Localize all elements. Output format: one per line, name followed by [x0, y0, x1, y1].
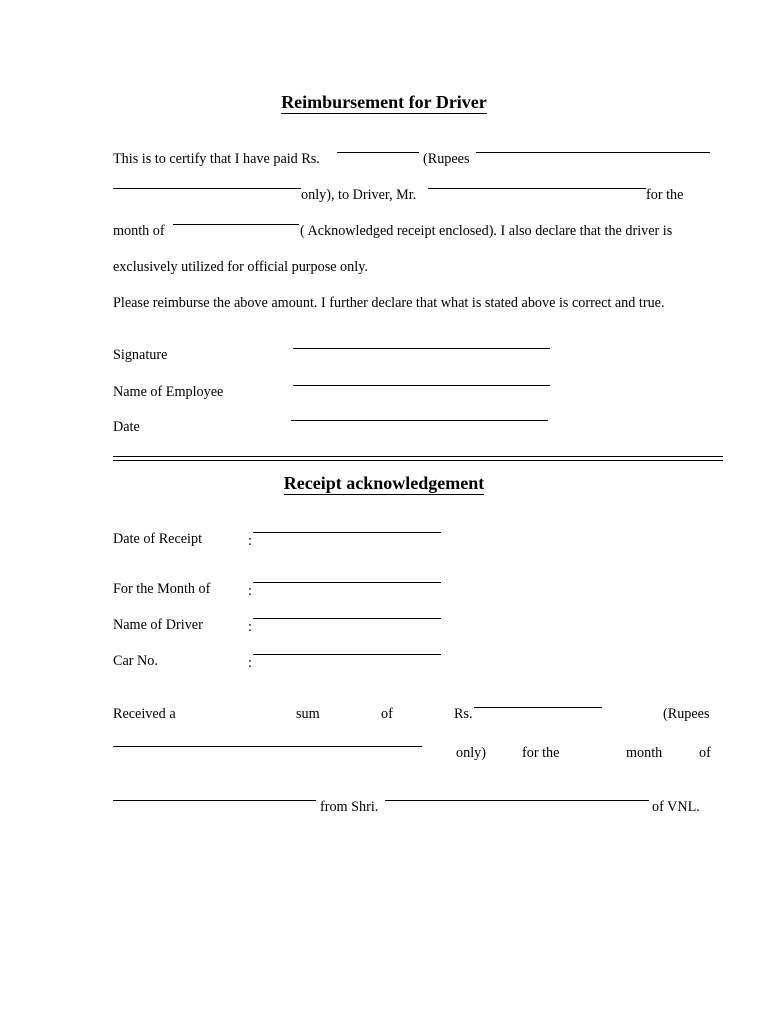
- of-text: of: [699, 745, 711, 761]
- amount-words-field-cont[interactable]: [113, 188, 301, 189]
- driver-name-field[interactable]: [428, 188, 646, 189]
- employee-name-label: Name of Employee: [113, 384, 224, 400]
- from-shri-text: from Shri.: [320, 799, 379, 815]
- car-no-label: Car No.: [113, 653, 158, 669]
- declaration-text: Please reimburse the above amount. I further declare that what is stated above is correct and true.: [113, 295, 665, 311]
- colon: :: [248, 655, 252, 671]
- amount-rs-field[interactable]: [337, 152, 419, 153]
- date-field[interactable]: [291, 420, 548, 421]
- section-divider-top: [113, 456, 723, 457]
- certify-text: This is to certify that I have paid Rs.: [113, 151, 320, 167]
- for-the-text: for the: [522, 745, 560, 761]
- received-a-text: Received a: [113, 706, 176, 722]
- signature-field[interactable]: [293, 348, 550, 349]
- signature-label: Signature: [113, 347, 168, 363]
- colon: :: [248, 583, 252, 599]
- month-text: month: [626, 745, 663, 761]
- rupees-open-text: (Rupees: [423, 151, 470, 167]
- month-field[interactable]: [173, 224, 299, 225]
- form-title-text: Reimbursement for Driver: [281, 92, 487, 112]
- sum-text: sum: [296, 706, 320, 722]
- of-vnl-text: of VNL.: [652, 799, 700, 815]
- receipt-month-field[interactable]: [113, 800, 316, 801]
- date-of-receipt-field[interactable]: [253, 532, 441, 533]
- receipt-title-text: Receipt acknowledgement: [283, 473, 485, 493]
- rs-text: Rs.: [454, 706, 473, 722]
- date-of-receipt-label: Date of Receipt: [113, 531, 203, 547]
- car-no-field[interactable]: [253, 654, 441, 655]
- for-the-text: for the: [646, 187, 684, 203]
- colon: :: [248, 619, 252, 635]
- employee-name-field[interactable]: [293, 385, 550, 386]
- driver-name-label: Name of Driver: [113, 617, 203, 633]
- of-text: of: [381, 706, 393, 722]
- section-divider-bottom: [113, 460, 723, 461]
- colon: :: [248, 533, 252, 549]
- shri-name-field[interactable]: [385, 800, 649, 801]
- form-title: [0, 92, 768, 113]
- official-purpose-text: exclusively utilized for official purpose only.: [113, 259, 368, 275]
- receipt-title: [0, 473, 768, 494]
- for-month-label: For the Month of: [113, 581, 211, 597]
- date-label: Date: [113, 419, 140, 435]
- driver-name-receipt-field[interactable]: [253, 618, 441, 619]
- month-of-text: month of: [113, 223, 165, 239]
- to-driver-text: only), to Driver, Mr.: [301, 187, 417, 203]
- receipt-amount-field[interactable]: [474, 707, 602, 708]
- acknowledged-text: ( Acknowledged receipt enclosed). I also declare that the driver is: [300, 223, 673, 239]
- receipt-amount-words-field[interactable]: [113, 746, 422, 747]
- rupees-text: (Rupees: [663, 706, 710, 722]
- only-text: only): [456, 745, 486, 761]
- amount-words-field[interactable]: [476, 152, 710, 153]
- for-month-field[interactable]: [253, 582, 441, 583]
